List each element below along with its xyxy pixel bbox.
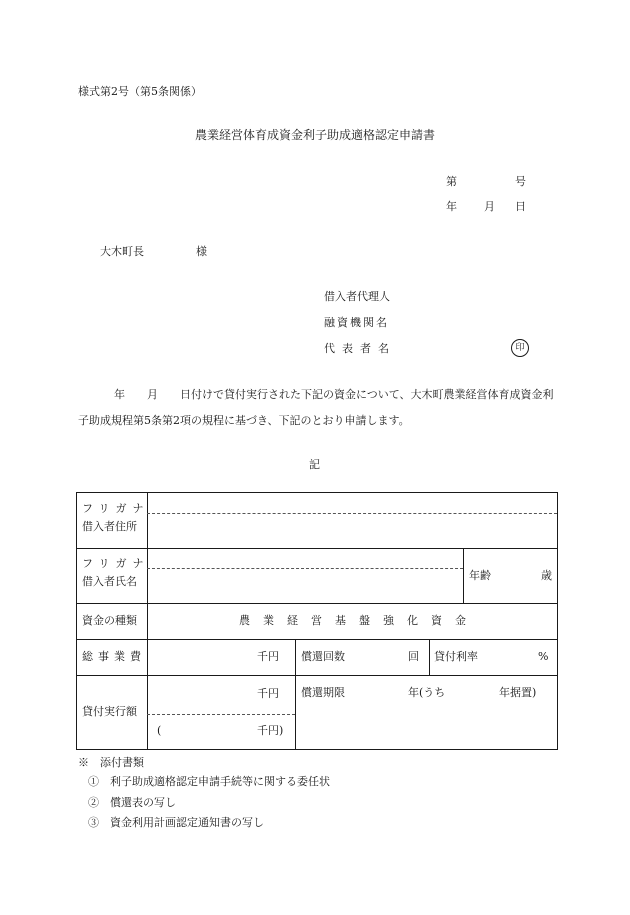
loan-amount-label: 貸付実行額 xyxy=(82,705,137,718)
furigana-separator xyxy=(147,513,557,514)
application-table xyxy=(76,492,558,750)
attachment-number: ① xyxy=(88,775,99,788)
attachment-text: 資金利用計画認定通知書の写し xyxy=(110,816,264,829)
date-year: 年 xyxy=(446,200,457,213)
date-month: 月 xyxy=(484,200,495,213)
fund-type-value: 農業経営基盤強化資金 xyxy=(239,614,479,627)
total-cost-unit: 千円 xyxy=(257,650,279,663)
ki-heading: 記 xyxy=(309,458,320,471)
attachment-text: 利子助成適格認定申請手続等に関する委任状 xyxy=(110,775,330,788)
name-label: 借入者氏名 xyxy=(82,575,137,588)
address-label: 借入者住所 xyxy=(82,520,137,533)
row-divider xyxy=(77,639,557,640)
attachment-number: ② xyxy=(88,796,99,809)
repay-period-label: 償還期限 xyxy=(301,686,345,699)
attachment-number: ③ xyxy=(88,816,99,829)
attachment-item xyxy=(88,796,176,810)
column-divider xyxy=(147,493,148,749)
attachment-text: 償還表の写し xyxy=(110,796,176,809)
form-id: 様式第2号（第5条関係） xyxy=(78,85,202,98)
column-divider xyxy=(463,548,464,603)
repay-count-label: 償還回数 xyxy=(301,650,345,663)
addressee-honorific: 様 xyxy=(196,245,207,258)
number-dai: 第 xyxy=(446,175,457,188)
number-go: 号 xyxy=(515,175,526,188)
representative-label: 代表者名 xyxy=(324,342,396,355)
furigana-separator xyxy=(147,568,463,569)
loan-amount-paren-unit: 千円) xyxy=(257,724,284,737)
interest-rate-unit: % xyxy=(538,650,549,663)
row-divider xyxy=(77,548,557,549)
grace-period: 年据置) xyxy=(499,686,537,699)
loan-amount-unit: 千円 xyxy=(257,687,279,700)
attachment-item xyxy=(88,816,264,830)
loan-amount-paren-open: ( xyxy=(157,724,162,737)
age-label: 年齢 xyxy=(469,569,491,582)
repay-count-unit: 回 xyxy=(408,650,419,663)
institution-name-label: 融資機関名 xyxy=(324,316,389,329)
date-day: 日 xyxy=(515,200,526,213)
age-unit: 歳 xyxy=(541,569,552,582)
row-divider xyxy=(77,675,557,676)
column-divider xyxy=(429,639,430,675)
interest-rate-label: 貸付利率 xyxy=(434,650,478,663)
attachments-heading: ※ 添付書類 xyxy=(78,756,144,769)
application-statement: 年 月 日付けで貸付実行された下記の資金について、大木町農業経営体育成資金利子助成規程第5条第2項の規程に基づき、下記のとおり申請します。 xyxy=(78,388,554,427)
document-title: 農業経営体育成資金利子助成適格認定申請書 xyxy=(195,128,436,142)
fund-type-label: 資金の種類 xyxy=(82,614,137,627)
repay-period-years: 年(うち xyxy=(408,686,446,699)
row-divider xyxy=(77,603,557,604)
amount-separator xyxy=(147,714,295,715)
furigana-label-address: フリガナ xyxy=(82,502,150,515)
addressee-name: 大木町長 xyxy=(100,245,144,258)
total-cost-label: 総事業費 xyxy=(82,650,146,663)
seal-mark: 印 xyxy=(511,339,529,357)
furigana-label-name: フリガナ xyxy=(82,557,150,570)
applicant-agent-label: 借入者代理人 xyxy=(324,290,390,303)
column-divider xyxy=(295,639,296,749)
attachment-item xyxy=(88,775,330,789)
